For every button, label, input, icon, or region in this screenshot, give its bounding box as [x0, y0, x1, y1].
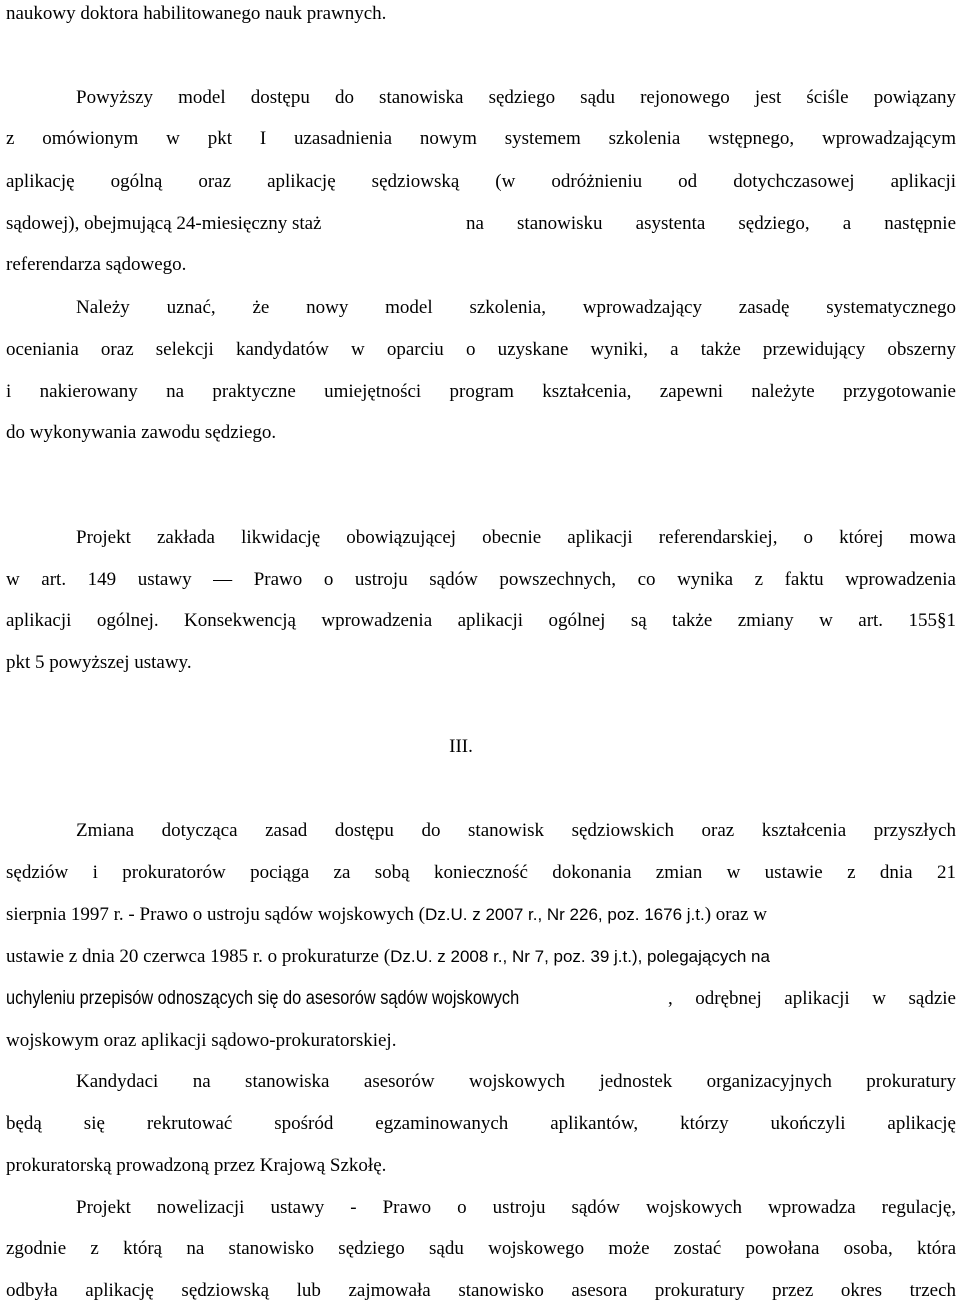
text-line: Kandydaci na stanowiska asesorów wojskowych jednostek organizacyjnych prokuratury	[76, 1071, 956, 1092]
text-line: zgodnie z którą na stanowisko sędziego sądu wojskowego może zostać powołana osoba, która	[6, 1238, 956, 1259]
citation-text: Dz.U. z 2008 r., Nr 7, poz. 39 j.t.), polegających na	[390, 947, 770, 966]
text-segment: na stanowisku asystenta sędziego, a następnie	[466, 213, 956, 234]
text-segment: , odrębnej aplikacji w sądzie	[668, 988, 956, 1009]
text-segment: ) oraz w	[704, 904, 767, 925]
citation-text: Dz.U. z 2007 r., Nr 226, poz. 1676 j.t.	[425, 905, 705, 924]
text-line: referendarza sądowego.	[6, 254, 187, 275]
text-line: z omówionym w pkt I uzasadnienia nowym systemem szkolenia wstępnego, wprowadzającym	[6, 128, 956, 149]
text-line: prokuratorską prowadzoną przez Krajową Szkołę.	[6, 1155, 387, 1176]
text-line	[6, 212, 956, 236]
condensed-text: uchyleniu przepisów odnoszących się do asesorów sądów wojskowych	[6, 988, 520, 1009]
text-line: w art. 149 ustawy ― Prawo o ustroju sądów powszechnych, co wynika z faktu wprowadzenia	[6, 569, 956, 590]
text-line: pkt 5 powyższej ustawy.	[6, 652, 192, 673]
text-line: będą się rekrutować spośród egzaminowanych aplikantów, którzy ukończyli aplikację	[6, 1113, 956, 1134]
text-line: Projekt zakłada likwidację obowiązującej obecnie aplikacji referendarskiej, o której mowa	[76, 527, 956, 548]
text-line: do wykonywania zawodu sędziego.	[6, 422, 277, 443]
paragraph-fragment: naukowy doktora habilitowanego nauk prawnych.	[6, 3, 387, 24]
text-line: i nakierowany na praktyczne umiejętności program kształcenia, zapewni należyte przygotowanie	[6, 381, 956, 402]
text-line	[6, 987, 956, 1011]
section-heading: III.	[449, 736, 473, 757]
text-line: oceniania oraz selekcji kandydatów w oparciu o uzyskane wyniki, a także przewidujący obszerny	[6, 339, 956, 360]
text-segment: sądowej), obejmującą 24-miesięczny staż	[6, 213, 322, 234]
text-line: Należy uznać, że nowy model szkolenia, wprowadzający zasadę systematycznego	[76, 297, 956, 318]
text-line: Projekt nowelizacji ustawy - Prawo o ustroju sądów wojskowych wprowadza regulację,	[76, 1197, 956, 1218]
text-segment: sierpnia 1997 r. - Prawo o ustroju sądów wojskowych (	[6, 904, 426, 925]
text-line	[6, 2, 956, 26]
text-segment: ustawie z dnia 20 czerwca 1985 r. o prokuraturze (	[6, 946, 391, 967]
text-line: aplikacji ogólnej. Konsekwencją wprowadzenia aplikacji ogólnej są także zmiany w art. 155§1	[6, 610, 956, 631]
text-line	[6, 903, 956, 927]
text-line: aplikację ogólną oraz aplikację sędziowską (w odróżnieniu od dotychczasowej aplikacji	[6, 171, 956, 192]
text-line: sędziów i prokuratorów pociąga za sobą konieczność dokonania zmian w ustawie z dnia 21	[6, 862, 956, 883]
text-line	[6, 945, 956, 969]
text-line: wojskowym oraz aplikacji sądowo-prokuratorskiej.	[6, 1030, 397, 1051]
text-line: odbyła aplikację sędziowską lub zajmowała stanowisko asesora prokuratury przez okres trzech	[6, 1280, 956, 1301]
text-line: Zmiana dotycząca zasad dostępu do stanowisk sędziowskich oraz kształcenia przyszłych	[76, 820, 956, 841]
text-line: Powyższy model dostępu do stanowiska sędziego sądu rejonowego jest ściśle powiązany	[76, 87, 956, 108]
